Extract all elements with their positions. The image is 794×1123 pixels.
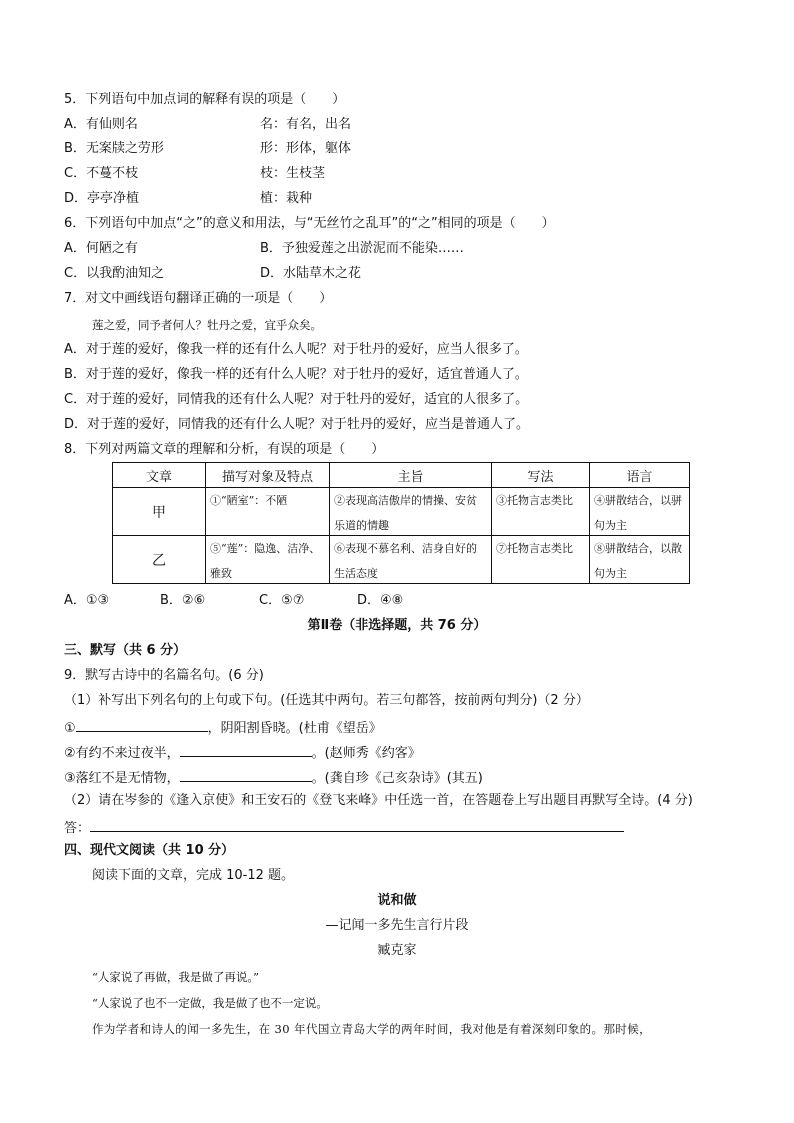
table-cell: [330, 536, 492, 584]
q5-option-a: A．有仙则名: [64, 117, 138, 132]
q6-option-a: A．何陋之有: [64, 241, 138, 256]
q7-stem: 7．对文中画线语句翻译正确的一项是（ ）: [64, 291, 333, 306]
table-cell: [206, 536, 330, 584]
table-cell: [590, 536, 690, 584]
q9-stem: 9．默写古诗中的名篇名句。(6 分): [64, 668, 264, 683]
section3-title: 三、默写（共 6 分）: [64, 643, 187, 658]
fill-blank-3[interactable]: [180, 767, 312, 782]
q9-sub2: （2）请在岑参的《逢入京使》和王安石的《登飞来峰》中任选一首，在答题卷上写出题目再默写全诗。(4 分): [64, 793, 693, 808]
table-row: [113, 488, 690, 536]
cell-text: ⑧骈散结合，以散句为主: [594, 542, 682, 580]
table-cell: [590, 488, 690, 536]
article-paragraph: 作为学者和诗人的闻一多先生，在 30 年代国立青岛大学的两年时间，我对他是有着深刻印象的。那时候，: [92, 1022, 652, 1036]
table-cell: [206, 488, 330, 536]
q8-option-d: D．④⑧: [357, 593, 404, 608]
cell-text: ⑤“莲”：隐逸、洁净、雅致: [210, 542, 321, 580]
q5-option-b-gloss: 形：形体，躯体: [260, 141, 352, 156]
comparison-table: [112, 462, 690, 584]
table-cell: [330, 488, 492, 536]
item3-prefix: ③落红不是无情物，: [64, 771, 180, 786]
table-cell: [492, 488, 590, 536]
cell-text: ③托物言志类比: [496, 494, 573, 507]
q7-option-c: C．对于莲的爱好，同情我的还有什么人呢？对于牡丹的爱好，适宜的人很多了。: [64, 392, 529, 407]
item3-suffix: 。(龚自珍《己亥杂诗》(其五): [311, 771, 483, 786]
q5-stem: 5．下列语句中加点词的解释有误的项是（ ）: [64, 92, 346, 107]
q6-stem: 6．下列语句中加点“之”的意义和用法，与“无丝竹之乱耳”的“之”相同的项是（ ）: [64, 216, 555, 231]
cell-text: ②表现高洁傲岸的情操、安贫乐道的情趣: [334, 494, 477, 532]
part2-title: 第Ⅱ卷（非选择题，共 76 分）: [307, 618, 487, 633]
section4-title: 四、现代文阅读（共 10 分）: [64, 843, 235, 858]
table-header: 描写对象及特点: [206, 463, 330, 488]
table-header: 主旨: [330, 463, 492, 488]
q8-option-a: A．①③: [64, 593, 110, 608]
item1-prefix: ①: [64, 721, 76, 736]
q9-item1: [64, 717, 382, 738]
article-title: 说和做: [377, 893, 417, 908]
q6-option-d: D．水陆草木之花: [260, 266, 362, 281]
q9-item2: [64, 742, 421, 763]
answer-line: [64, 817, 624, 838]
item2-prefix: ②有约不来过夜半，: [64, 746, 180, 761]
cell-text: ④骈散结合，以骈句为主: [594, 494, 682, 532]
q7-option-b: B．对于莲的爱好，像我一样的还有什么人呢？对于牡丹的爱好，适宜普通人了。: [64, 367, 528, 382]
item2-suffix: 。(赵师秀《约客》: [311, 746, 421, 761]
q5-option-b: B．无案牍之劳形: [64, 141, 164, 156]
article-author: 臧克家: [377, 943, 417, 958]
q9-sub1: （1）补写出下列名句的上句或下句。(任选其中两句。若三句都答，按前两句判分)（2 分）: [64, 693, 589, 708]
q5-option-d: D．亭亭净植: [64, 191, 140, 206]
q5-option-c-gloss: 枝：生枝茎: [260, 166, 326, 181]
q8-option-b: B．②⑥: [160, 593, 206, 608]
q9-item3: [64, 767, 483, 788]
cell-text: ①“陋室”：不陋: [210, 494, 288, 507]
q7-option-a: A．对于莲的爱好，像我一样的还有什么人呢？对于牡丹的爱好，应当人很多了。: [64, 342, 528, 357]
fill-blank-2[interactable]: [180, 742, 312, 757]
article-paragraph: “人家说了也不一定做，我是做了也不一定说。: [92, 996, 328, 1010]
table-header-row: [113, 463, 690, 488]
cell-text: ⑥表现不慕名利、洁身自好的生活态度: [334, 542, 477, 580]
q6-option-b: B．予独爱莲之出淤泥而不能染……: [260, 241, 464, 256]
q6-option-c: C．以我酌油知之: [64, 266, 165, 281]
table-row: [113, 536, 690, 584]
answer-label: 答：: [64, 821, 91, 836]
article-subtitle: —记闻一多先生言行片段: [325, 918, 469, 933]
item1-suffix: ，阴阳割昏晓。(杜甫《望岳》: [207, 721, 382, 736]
article-paragraph: “人家说了再做，我是做了再说。”: [92, 970, 260, 984]
q7-quote: 莲之爱，同予者何人？牡丹之爱，宜乎众矣。: [92, 318, 322, 332]
table-header: 文章: [113, 463, 206, 488]
table-header: 语言: [590, 463, 690, 488]
table-cell: [492, 536, 590, 584]
q7-option-d: D．对于莲的爱好，同情我的还有什么人呢？对于牡丹的爱好，应当是普通人了。: [64, 417, 530, 432]
q5-option-d-gloss: 植：栽种: [260, 191, 313, 206]
cell-text: ⑦托物言志类比: [496, 542, 573, 555]
fill-blank-1[interactable]: [76, 717, 208, 732]
table-header: 写法: [492, 463, 590, 488]
q8-option-c: C．⑤⑦: [259, 593, 305, 608]
row-label-yi: 乙: [113, 536, 206, 584]
row-label-jia: 甲: [113, 488, 206, 536]
section4-intro: 阅读下面的文章，完成 10-12 题。: [92, 868, 295, 883]
q5-option-a-gloss: 名：有名，出名: [260, 117, 352, 132]
q8-stem: 8．下列对两篇文章的理解和分析，有误的项是（ ）: [64, 442, 385, 457]
q5-option-c: C．不蔓不枝: [64, 166, 139, 181]
answer-blank[interactable]: [90, 817, 624, 832]
